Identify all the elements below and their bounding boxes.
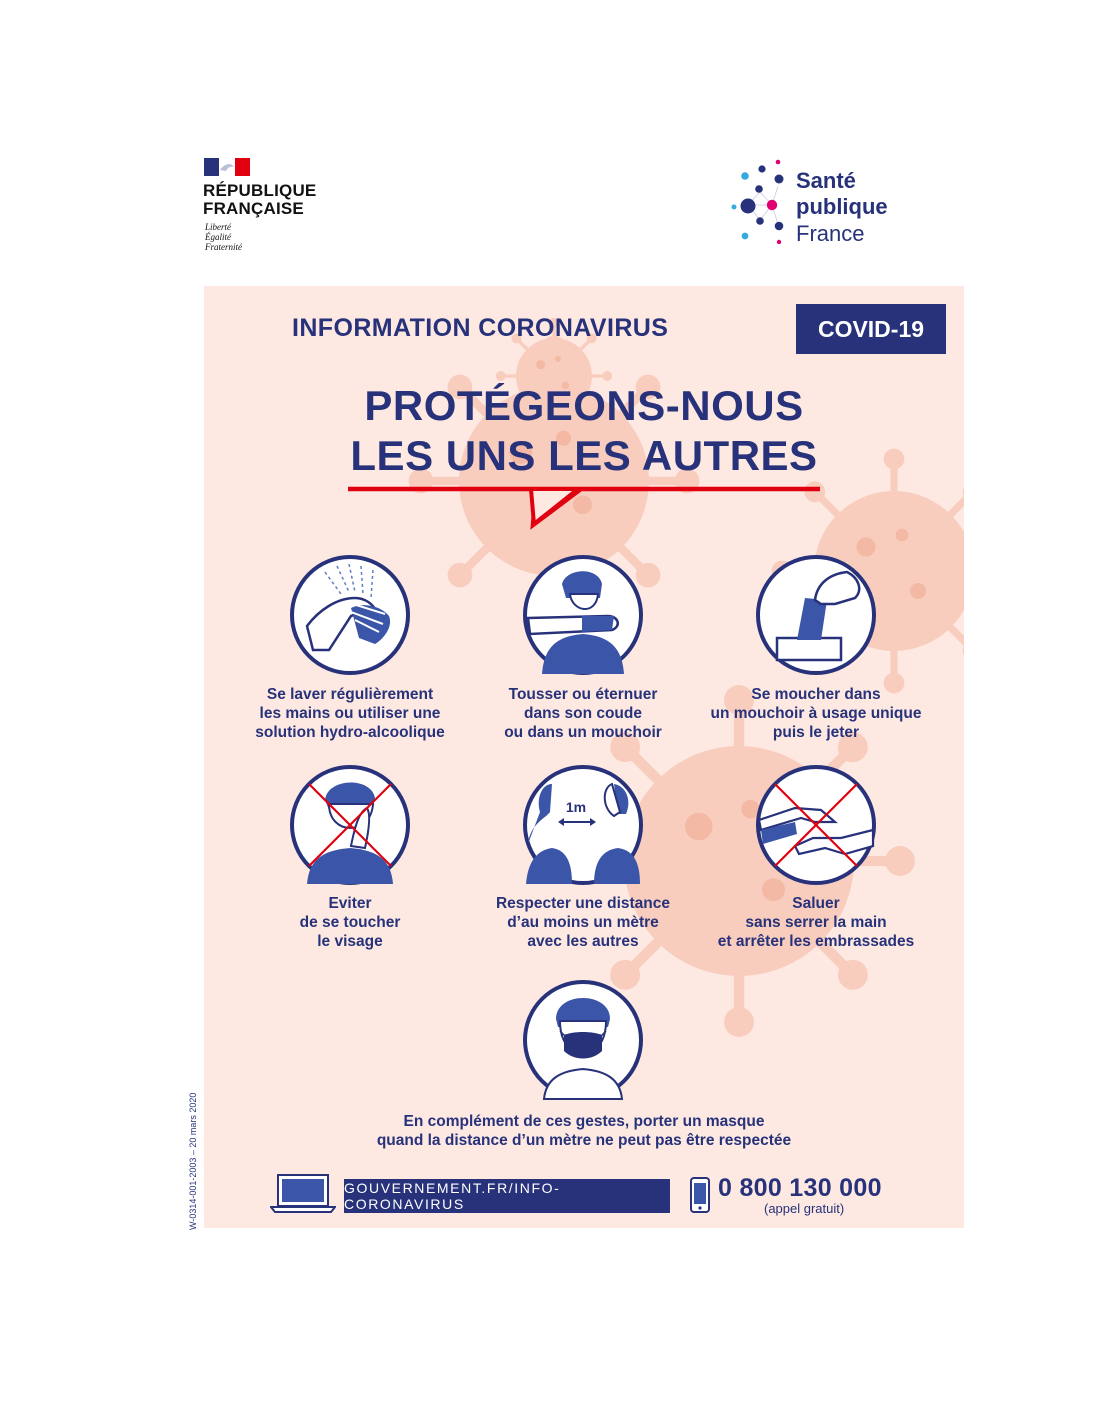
poster-panel [204, 286, 964, 1228]
mask-caption [284, 1112, 884, 1150]
caption-line: solution hydro-alcoolique [255, 724, 445, 741]
phone-icon [690, 1177, 710, 1213]
gesture-caption [230, 685, 470, 742]
handwash-icon [289, 554, 411, 676]
caption-line: Se laver régulièrement [266, 686, 434, 703]
laptop-icon [270, 1174, 336, 1214]
rf-motto-line: Égalité [205, 232, 231, 242]
caption-line: Tousser ou éternuer [508, 686, 658, 703]
caption-line: de se toucher [299, 914, 401, 931]
caption-line: Se moucher dans [751, 686, 881, 703]
rf-motto [205, 222, 242, 252]
caption-line: le visage [317, 933, 383, 950]
caption-line: avec les autres [527, 933, 639, 950]
rf-name-line2: FRANÇAISE [203, 199, 304, 218]
caption-line: sans serrer la main [745, 914, 887, 931]
caption-line: quand la distance d’un mètre ne peut pas être respectée [376, 1132, 792, 1149]
speech-bubble-underline-icon [346, 482, 822, 532]
no-face-touch-icon [289, 764, 411, 886]
rf-motto-line: Fraternité [205, 242, 242, 252]
sante-publique-logo-icon [728, 158, 788, 244]
rf-motto-line: Liberté [205, 222, 231, 232]
caption-line: puis le jeter [772, 724, 860, 741]
caption-line: les mains ou utiliser une [259, 705, 441, 722]
caption-line: Eviter [328, 895, 372, 912]
gesture-caption [463, 685, 703, 742]
gesture-caption [696, 685, 936, 742]
caption-line: et arrêter les embrassades [717, 933, 915, 950]
spf-name-line3: France [796, 221, 865, 246]
gesture-caption [463, 894, 703, 951]
no-handshake-icon [755, 764, 877, 886]
caption-line: ou dans un mouchoir [504, 724, 662, 741]
face-mask-icon [522, 979, 644, 1101]
caption-line: un mouchoir à usage unique [710, 705, 922, 722]
elbow-cough-icon [522, 554, 644, 676]
caption-line: d’au moins un mètre [507, 914, 659, 931]
french-flag-icon [204, 158, 250, 176]
caption-line: dans son coude [524, 705, 642, 722]
document-reference: W-0314-001-2003 – 20 mars 2020 [188, 1092, 198, 1230]
rf-name-line1: RÉPUBLIQUE [203, 181, 317, 200]
tissue-icon [755, 554, 877, 676]
phone-note: (appel gratuit) [764, 1201, 845, 1216]
spf-name-line2: publique [796, 194, 888, 219]
caption-line: En complément de ces gestes, porter un masque [403, 1113, 765, 1130]
gesture-caption [230, 894, 470, 951]
gesture-caption [696, 894, 936, 951]
distance-icon [522, 764, 644, 886]
spf-name-line1: Santé [796, 168, 856, 193]
main-title-line2: LES UNS LES AUTRES [350, 432, 818, 479]
gov-website-link[interactable]: GOUVERNEMENT.FR/INFO-CORONAVIRUS [344, 1179, 670, 1213]
distance-label: 1m [565, 799, 587, 815]
main-title-line1: PROTÉGEONS-NOUS [364, 382, 804, 429]
phone-number: 0 800 130 000 [718, 1174, 882, 1202]
info-title: INFORMATION CORONAVIRUS [292, 314, 669, 342]
caption-line: Saluer [792, 895, 840, 912]
caption-line: Respecter une distance [495, 895, 670, 912]
covid-badge: COVID-19 [796, 304, 946, 354]
